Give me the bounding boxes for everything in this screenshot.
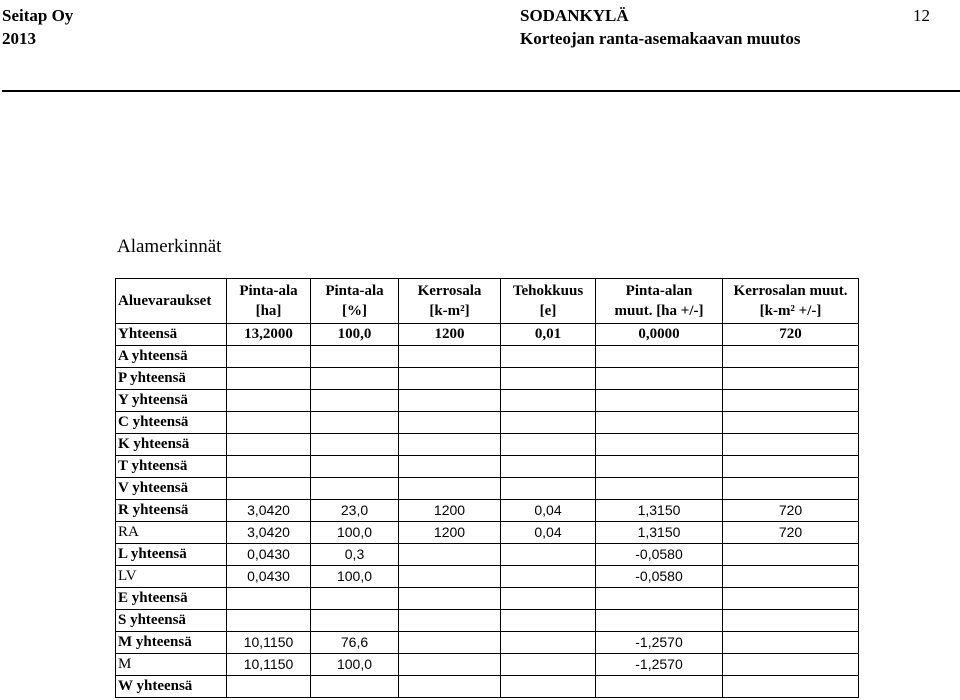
floor-change-cell xyxy=(723,566,859,588)
header-divider xyxy=(2,90,960,92)
header-left xyxy=(2,4,73,50)
floor-area-cell xyxy=(399,610,501,632)
floor-change-cell xyxy=(723,610,859,632)
column-header-label: Pinta-ala xyxy=(325,283,384,299)
efficiency-cell xyxy=(501,566,596,588)
table-row xyxy=(116,434,859,456)
floor-change-cell xyxy=(723,412,859,434)
efficiency-cell xyxy=(501,368,596,390)
land-use-name-cell: M xyxy=(116,654,227,676)
floor-area-cell xyxy=(399,412,501,434)
area-pct-cell: 100,0 xyxy=(311,522,399,544)
area-ha-cell xyxy=(227,412,311,434)
area-pct-cell: 100,0 xyxy=(311,324,399,346)
floor-change-cell xyxy=(723,434,859,456)
area-change-cell xyxy=(596,456,723,478)
floor-change-cell xyxy=(723,346,859,368)
area-pct-cell: 23,0 xyxy=(311,500,399,522)
efficiency-cell xyxy=(501,544,596,566)
efficiency-cell: 0,04 xyxy=(501,500,596,522)
column-header-unit: [%] xyxy=(342,303,367,319)
table-total-row xyxy=(116,324,859,346)
efficiency-cell xyxy=(501,632,596,654)
column-header-unit: [k-m² +/-] xyxy=(759,303,822,319)
table-row xyxy=(116,346,859,368)
area-change-cell: -0,0580 xyxy=(596,544,723,566)
column-header-unit: muut. [ha +/-] xyxy=(614,303,704,319)
column-header-area-ha xyxy=(227,279,311,324)
efficiency-cell: 0,01 xyxy=(501,324,596,346)
efficiency-cell xyxy=(501,588,596,610)
floor-area-cell xyxy=(399,654,501,676)
floor-change-cell xyxy=(723,478,859,500)
table-row xyxy=(116,368,859,390)
document-year: 2013 xyxy=(2,29,36,48)
area-change-cell: 1,3150 xyxy=(596,522,723,544)
efficiency-cell xyxy=(501,346,596,368)
floor-area-cell: 1200 xyxy=(399,324,501,346)
table-row xyxy=(116,610,859,632)
area-pct-cell xyxy=(311,368,399,390)
table-row xyxy=(116,544,859,566)
floor-change-cell xyxy=(723,632,859,654)
area-ha-cell xyxy=(227,676,311,698)
area-ha-cell xyxy=(227,478,311,500)
floor-area-cell xyxy=(399,434,501,456)
table-row xyxy=(116,566,859,588)
area-change-cell xyxy=(596,610,723,632)
land-use-name-cell: T yhteensä xyxy=(116,456,227,478)
section-title: Alamerkinnät xyxy=(117,236,222,257)
area-ha-cell xyxy=(227,346,311,368)
land-use-name-cell: E yhteensä xyxy=(116,588,227,610)
area-change-cell xyxy=(596,676,723,698)
land-use-name-cell: V yhteensä xyxy=(116,478,227,500)
column-header-unit: [e] xyxy=(539,303,557,319)
efficiency-cell xyxy=(501,390,596,412)
area-ha-cell xyxy=(227,610,311,632)
column-header-label: Kerrosalan muut. xyxy=(733,283,848,299)
area-pct-cell xyxy=(311,390,399,412)
area-ha-cell: 10,1150 xyxy=(227,654,311,676)
area-change-cell xyxy=(596,588,723,610)
floor-change-cell xyxy=(723,390,859,412)
area-change-cell xyxy=(596,434,723,456)
table-header-row xyxy=(116,279,859,324)
area-pct-cell: 0,3 xyxy=(311,544,399,566)
floor-area-cell xyxy=(399,566,501,588)
area-change-cell: -0,0580 xyxy=(596,566,723,588)
area-pct-cell xyxy=(311,588,399,610)
table-row xyxy=(116,390,859,412)
floor-area-cell xyxy=(399,676,501,698)
land-use-name-cell: C yhteensä xyxy=(116,412,227,434)
land-use-name-cell: RA xyxy=(116,522,227,544)
area-ha-cell xyxy=(227,434,311,456)
floor-area-cell xyxy=(399,456,501,478)
floor-change-cell: 720 xyxy=(723,324,859,346)
area-pct-cell xyxy=(311,478,399,500)
area-pct-cell xyxy=(311,412,399,434)
area-ha-cell: 13,2000 xyxy=(227,324,311,346)
floor-change-cell: 720 xyxy=(723,500,859,522)
floor-change-cell xyxy=(723,544,859,566)
floor-area-cell xyxy=(399,632,501,654)
area-ha-cell: 0,0430 xyxy=(227,566,311,588)
column-header-area-change xyxy=(596,279,723,324)
plan-name: Korteojan ranta-asemakaavan muutos xyxy=(520,29,801,48)
municipality-name: SODANKYLÄ xyxy=(520,6,629,25)
floor-change-cell xyxy=(723,368,859,390)
land-use-name-cell: L yhteensä xyxy=(116,544,227,566)
floor-area-cell xyxy=(399,544,501,566)
floor-change-cell xyxy=(723,588,859,610)
floor-change-cell xyxy=(723,456,859,478)
area-pct-cell: 76,6 xyxy=(311,632,399,654)
table-row xyxy=(116,588,859,610)
land-use-name-cell: Y yhteensä xyxy=(116,390,227,412)
efficiency-cell xyxy=(501,654,596,676)
land-use-name-cell: P yhteensä xyxy=(116,368,227,390)
area-change-cell xyxy=(596,346,723,368)
column-header-label: Kerrosala xyxy=(417,283,482,299)
area-ha-cell: 3,0420 xyxy=(227,522,311,544)
land-use-name-cell: LV xyxy=(116,566,227,588)
area-change-cell: -1,2570 xyxy=(596,632,723,654)
column-header-efficiency xyxy=(501,279,596,324)
area-pct-cell: 100,0 xyxy=(311,654,399,676)
land-use-name-cell: S yhteensä xyxy=(116,610,227,632)
land-use-name-cell: M yhteensä xyxy=(116,632,227,654)
table-row xyxy=(116,654,859,676)
area-ha-cell xyxy=(227,368,311,390)
table-row xyxy=(116,522,859,544)
area-change-cell: -1,2570 xyxy=(596,654,723,676)
area-ha-cell xyxy=(227,456,311,478)
column-header-label: Tehokkuus xyxy=(512,283,584,299)
efficiency-cell: 0,04 xyxy=(501,522,596,544)
land-use-name-cell: Yhteensä xyxy=(116,324,227,346)
table-row xyxy=(116,632,859,654)
land-use-name-cell: A yhteensä xyxy=(116,346,227,368)
column-header-label: Aluevaraukset xyxy=(118,293,212,309)
floor-area-cell xyxy=(399,368,501,390)
table-row xyxy=(116,456,859,478)
efficiency-cell xyxy=(501,676,596,698)
area-pct-cell xyxy=(311,610,399,632)
land-use-name-cell: K yhteensä xyxy=(116,434,227,456)
page-number: 12 xyxy=(913,6,930,25)
column-header-label: Pinta-ala xyxy=(239,283,298,299)
efficiency-cell xyxy=(501,478,596,500)
table-row xyxy=(116,412,859,434)
column-header-unit: [k-m²] xyxy=(429,303,470,319)
floor-change-cell xyxy=(723,676,859,698)
floor-area-cell: 1200 xyxy=(399,522,501,544)
area-change-cell xyxy=(596,478,723,500)
area-change-cell: 0,0000 xyxy=(596,324,723,346)
area-ha-cell: 0,0430 xyxy=(227,544,311,566)
area-ha-cell: 10,1150 xyxy=(227,632,311,654)
efficiency-cell xyxy=(501,434,596,456)
area-pct-cell: 100,0 xyxy=(311,566,399,588)
floor-change-cell: 720 xyxy=(723,522,859,544)
table-row xyxy=(116,478,859,500)
floor-area-cell xyxy=(399,588,501,610)
area-ha-cell xyxy=(227,588,311,610)
table-row xyxy=(116,500,859,522)
column-header-label: Pinta-alan xyxy=(625,283,693,299)
efficiency-cell xyxy=(501,412,596,434)
table-row xyxy=(116,676,859,698)
floor-area-cell xyxy=(399,390,501,412)
area-pct-cell xyxy=(311,434,399,456)
area-change-cell xyxy=(596,412,723,434)
area-change-cell xyxy=(596,390,723,412)
area-ha-cell: 3,0420 xyxy=(227,500,311,522)
floor-area-cell xyxy=(399,478,501,500)
area-pct-cell xyxy=(311,676,399,698)
area-change-cell: 1,3150 xyxy=(596,500,723,522)
column-header-area-pct xyxy=(311,279,399,324)
company-name: Seitap Oy xyxy=(2,6,74,25)
floor-area-cell xyxy=(399,346,501,368)
area-pct-cell xyxy=(311,346,399,368)
column-header-unit: [ha] xyxy=(255,303,282,319)
land-use-name-cell: R yhteensä xyxy=(116,500,227,522)
column-header-floor-area xyxy=(399,279,501,324)
efficiency-cell xyxy=(501,610,596,632)
column-header-land-use xyxy=(116,279,227,324)
floor-area-cell: 1200 xyxy=(399,500,501,522)
area-change-cell xyxy=(596,368,723,390)
efficiency-cell xyxy=(501,456,596,478)
land-use-table xyxy=(115,278,859,698)
area-ha-cell xyxy=(227,390,311,412)
area-pct-cell xyxy=(311,456,399,478)
land-use-name-cell: W yhteensä xyxy=(116,676,227,698)
header-center xyxy=(520,4,801,50)
column-header-floor-change xyxy=(723,279,859,324)
floor-change-cell xyxy=(723,654,859,676)
